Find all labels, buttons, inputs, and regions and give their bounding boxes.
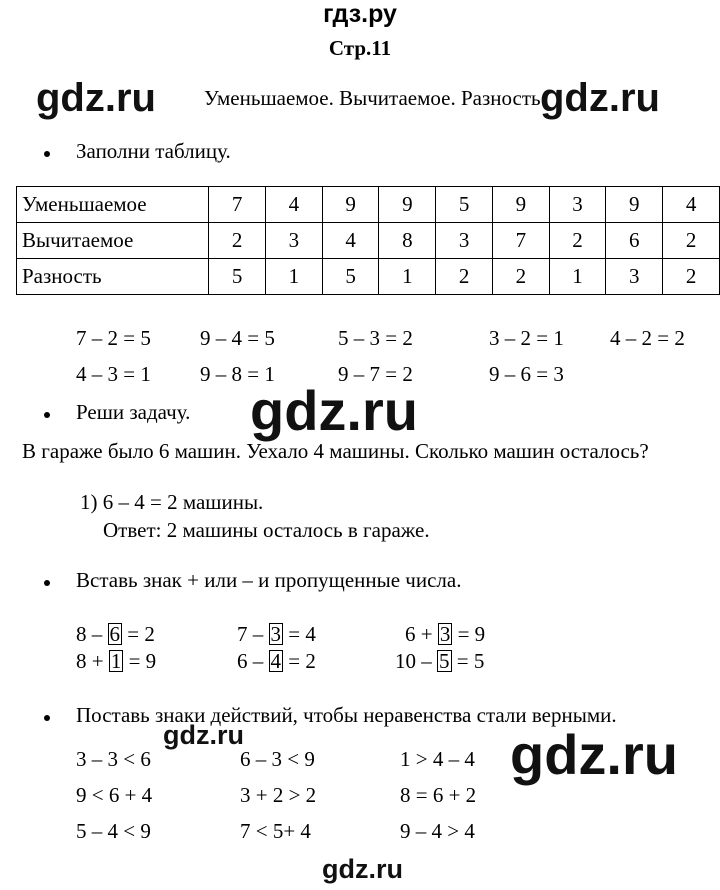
page-number: Стр.11 — [328, 36, 392, 60]
table-cell: 2 — [663, 223, 720, 259]
answer-box: 3 — [270, 622, 281, 646]
equation: 9 – 7 = 2 — [338, 362, 413, 386]
inequality: 1 > 4 – 4 — [400, 747, 475, 771]
table-cell: 2 — [663, 259, 720, 295]
inequality: 6 – 3 < 9 — [240, 747, 315, 771]
table-cell: 9 — [492, 187, 549, 223]
row-label: Уменьшаемое — [17, 187, 209, 223]
bullet-icon — [44, 151, 50, 157]
table-cell: 3 — [549, 187, 606, 223]
equation: 9 – 4 = 5 — [200, 326, 275, 350]
table-cell: 8 — [379, 223, 436, 259]
inequality: 3 + 2 > 2 — [240, 783, 317, 807]
equation: 4 – 2 = 2 — [610, 326, 685, 350]
watermark-logo: gdz.ru — [322, 854, 403, 884]
row-label: Вычитаемое — [17, 223, 209, 259]
table-cell: 3 — [436, 223, 493, 259]
table-row — [17, 187, 720, 223]
table-cell: 4 — [266, 187, 323, 223]
bullet-icon — [44, 715, 50, 721]
answer-box: 1 — [110, 649, 122, 673]
solution-step: 1) 6 – 4 = 2 машины. — [80, 490, 264, 514]
row-label: Разность — [17, 259, 209, 295]
task3-instruction: Вставь знак + или – и пропущенные числа. — [76, 568, 462, 592]
watermark-logo: gdz.ru — [250, 379, 418, 442]
bullet-icon — [44, 580, 50, 586]
equation: 7 – 2 = 5 — [76, 326, 151, 350]
table-cell: 5 — [322, 259, 379, 295]
task1-instruction: Заполни таблицу. — [76, 139, 231, 163]
equation: 5 – 3 = 2 — [338, 326, 413, 350]
table-cell: 5 — [209, 259, 266, 295]
equation: 9 – 8 = 1 — [200, 362, 275, 386]
lesson-topic: Уменьшаемое. Вычитаемое. Разность — [204, 86, 541, 110]
inequality: 8 = 6 + 2 — [400, 783, 477, 807]
fill-in-equation: 7 – 3 = 4 — [237, 622, 316, 646]
table-row — [17, 259, 720, 295]
equation: 4 – 3 = 1 — [76, 362, 151, 386]
table-cell: 5 — [436, 187, 493, 223]
table-row — [17, 223, 720, 259]
answer-box: 3 — [439, 622, 451, 646]
fill-in-equation: 6 + 3 = 9 — [405, 622, 486, 646]
table-cell: 4 — [663, 187, 720, 223]
table-cell: 3 — [606, 259, 663, 295]
table-cell: 1 — [266, 259, 323, 295]
inequality: 5 – 4 < 9 — [76, 819, 151, 843]
subtraction-table — [16, 186, 720, 295]
fill-in-equation: 8 – 6 = 2 — [76, 622, 155, 646]
site-title: гдз.ру — [323, 0, 397, 28]
table-cell: 1 — [549, 259, 606, 295]
table-cell: 2 — [209, 223, 266, 259]
table-cell: 1 — [379, 259, 436, 295]
table-cell: 9 — [379, 187, 436, 223]
fill-in-equation: 8 + 1 = 9 — [76, 649, 157, 673]
table-cell: 2 — [549, 223, 606, 259]
answer-text: Ответ: 2 машины осталось в гараже. — [103, 518, 430, 542]
equation: 3 – 2 = 1 — [489, 326, 564, 350]
watermark-logo: gdz.ru — [540, 76, 660, 120]
inequality: 9 < 6 + 4 — [76, 783, 153, 807]
watermark-logo: gdz.ru — [36, 76, 156, 120]
table-cell: 4 — [322, 223, 379, 259]
table-cell: 9 — [606, 187, 663, 223]
table-cell: 6 — [606, 223, 663, 259]
inequality: 3 – 3 < 6 — [76, 747, 151, 771]
inequality: 9 – 4 > 4 — [400, 819, 475, 843]
table-cell: 7 — [492, 223, 549, 259]
equation: 9 – 6 = 3 — [489, 362, 564, 386]
table-cell: 7 — [209, 187, 266, 223]
answer-box: 5 — [439, 649, 450, 673]
inequality: 7 < 5+ 4 — [240, 819, 311, 843]
task4-instruction: Поставь знаки действий, чтобы неравенства стали верными. — [76, 703, 617, 727]
answer-box: 6 — [109, 622, 120, 646]
word-problem: В гараже было 6 машин. Уехало 4 машины. Сколько машин осталось? — [22, 439, 649, 463]
table-cell: 2 — [436, 259, 493, 295]
bullet-icon — [44, 412, 50, 418]
answer-box: 4 — [270, 649, 281, 673]
fill-in-equation: 10 – 5 = 5 — [395, 649, 485, 673]
table-cell: 9 — [322, 187, 379, 223]
table-cell: 3 — [266, 223, 323, 259]
table-cell: 2 — [492, 259, 549, 295]
watermark-logo: gdz.ru — [163, 720, 244, 750]
watermark-logo: gdz.ru — [510, 723, 678, 786]
task2-instruction: Реши задачу. — [76, 400, 191, 424]
fill-in-equation: 6 – 4 = 2 — [237, 649, 316, 673]
